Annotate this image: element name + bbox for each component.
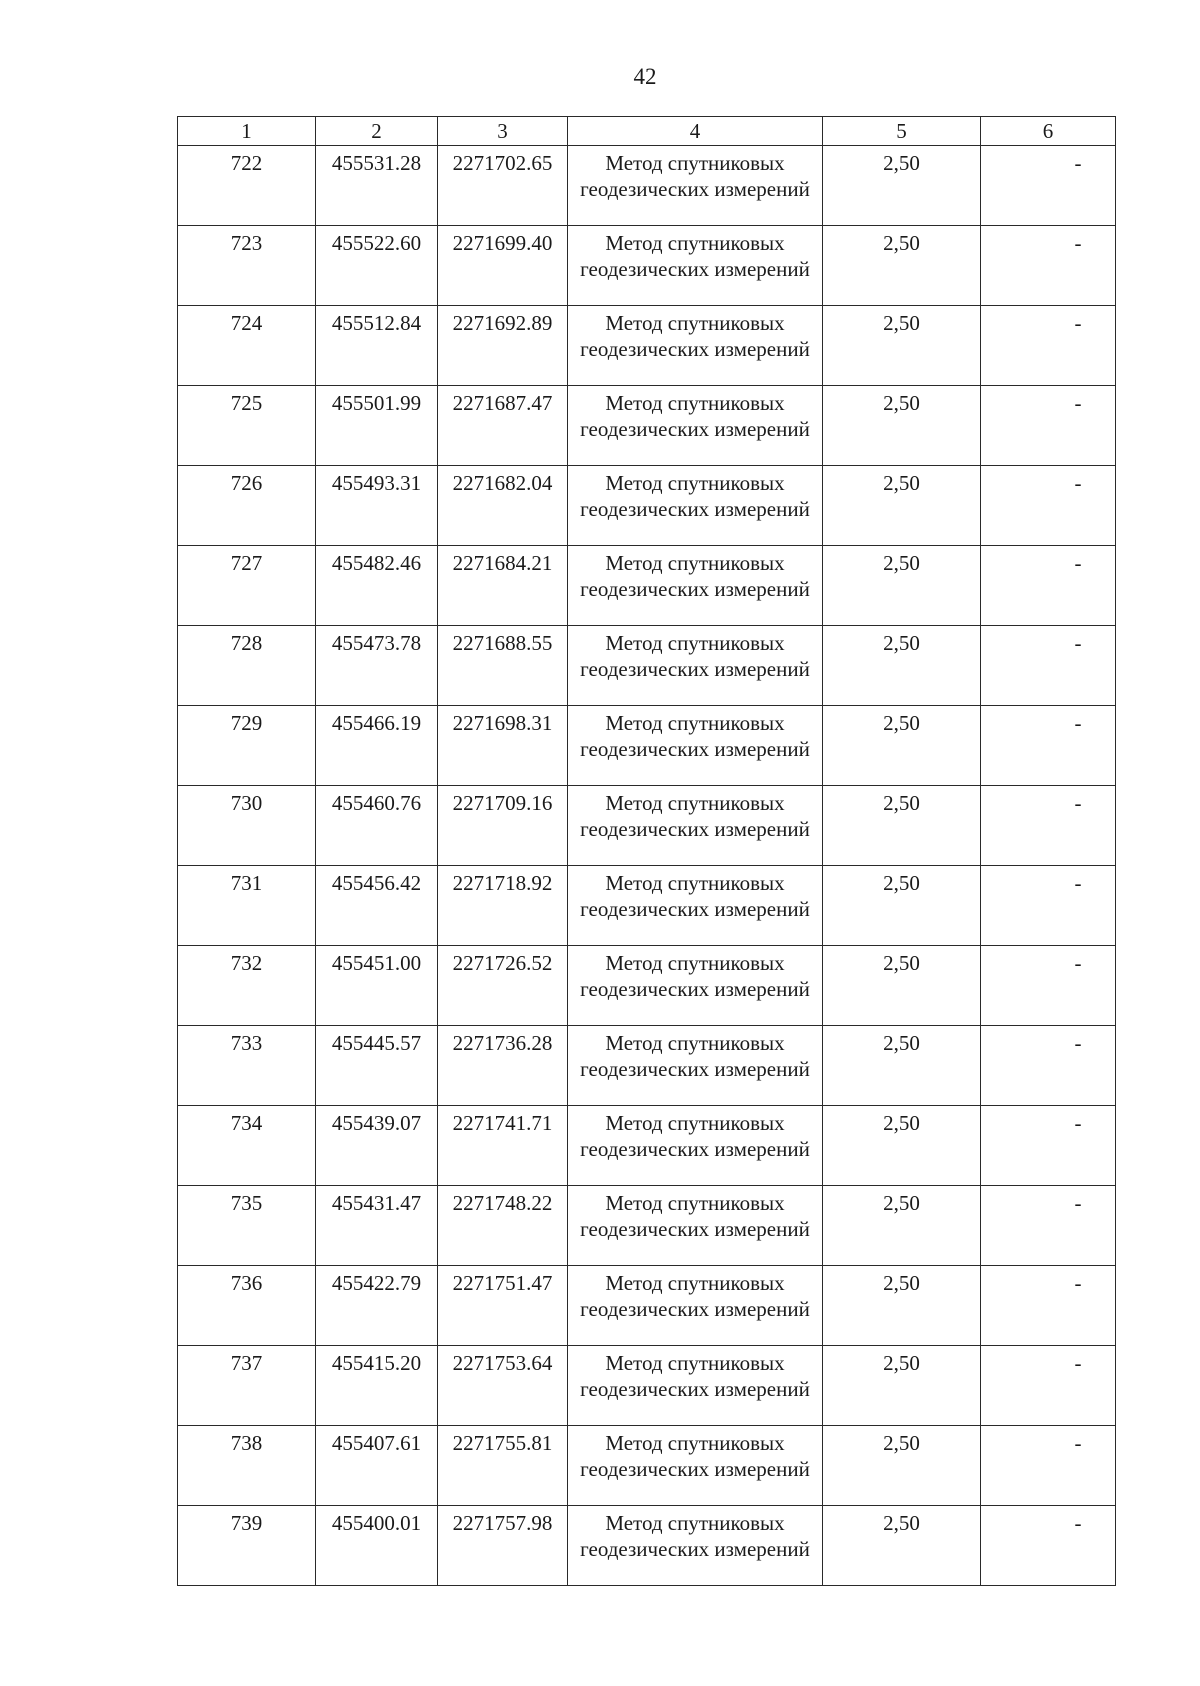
x-coordinate-cell bbox=[316, 226, 438, 306]
method-cell bbox=[568, 466, 823, 546]
note-cell-text: - bbox=[1074, 791, 1082, 815]
method-cell bbox=[568, 1186, 823, 1266]
accuracy-cell bbox=[823, 866, 981, 946]
point-number-cell bbox=[178, 1106, 316, 1186]
note-cell-text: - bbox=[1074, 231, 1082, 255]
x-coordinate-cell-text: 455407.61 bbox=[331, 1431, 422, 1455]
accuracy-cell bbox=[823, 1266, 981, 1346]
accuracy-cell bbox=[823, 946, 981, 1026]
table-row bbox=[178, 706, 1116, 786]
method-cell-text: Метод спутниковых геодезических измерений bbox=[580, 1111, 810, 1161]
note-cell-text: - bbox=[1074, 1111, 1082, 1135]
point-number-cell-text: 724 bbox=[230, 311, 263, 335]
point-number-cell-text: 737 bbox=[230, 1351, 263, 1375]
y-coordinate-cell bbox=[438, 306, 568, 386]
note-cell bbox=[981, 466, 1116, 546]
column-header: 1 bbox=[178, 117, 316, 146]
table-row bbox=[178, 946, 1116, 1026]
method-cell bbox=[568, 146, 823, 226]
accuracy-cell bbox=[823, 386, 981, 466]
method-cell bbox=[568, 306, 823, 386]
accuracy-cell-text: 2,50 bbox=[883, 471, 920, 495]
y-coordinate-cell-text: 2271682.04 bbox=[452, 471, 553, 495]
y-coordinate-cell-text: 2271684.21 bbox=[452, 551, 553, 575]
accuracy-cell bbox=[823, 226, 981, 306]
x-coordinate-cell bbox=[316, 1426, 438, 1506]
point-number-cell-text: 734 bbox=[230, 1111, 263, 1135]
table-row bbox=[178, 786, 1116, 866]
note-cell bbox=[981, 1426, 1116, 1506]
method-cell-text: Метод спутниковых геодезических измерений bbox=[580, 1351, 810, 1401]
table-row bbox=[178, 1106, 1116, 1186]
accuracy-cell-text: 2,50 bbox=[883, 871, 920, 895]
accuracy-cell-text: 2,50 bbox=[883, 711, 920, 735]
point-number-cell-text: 730 bbox=[230, 791, 263, 815]
table-row bbox=[178, 866, 1116, 946]
accuracy-cell bbox=[823, 1346, 981, 1426]
y-coordinate-cell-text: 2271757.98 bbox=[452, 1511, 553, 1535]
x-coordinate-cell bbox=[316, 146, 438, 226]
note-cell-text: - bbox=[1074, 1031, 1082, 1055]
note-cell-text: - bbox=[1074, 1431, 1082, 1455]
accuracy-cell-text: 2,50 bbox=[883, 1271, 920, 1295]
table-row bbox=[178, 626, 1116, 706]
point-number-cell bbox=[178, 466, 316, 546]
method-cell bbox=[568, 226, 823, 306]
point-number-cell bbox=[178, 1026, 316, 1106]
method-cell bbox=[568, 946, 823, 1026]
point-number-cell-text: 735 bbox=[230, 1191, 263, 1215]
accuracy-cell bbox=[823, 1106, 981, 1186]
table-row bbox=[178, 1426, 1116, 1506]
table-row bbox=[178, 146, 1116, 226]
point-number-cell-text: 727 bbox=[230, 551, 263, 575]
x-coordinate-cell-text: 455400.01 bbox=[331, 1511, 422, 1535]
point-number-cell bbox=[178, 1346, 316, 1426]
accuracy-cell-text: 2,50 bbox=[883, 1431, 920, 1455]
y-coordinate-cell-text: 2271741.71 bbox=[452, 1111, 553, 1135]
method-cell bbox=[568, 1346, 823, 1426]
method-cell bbox=[568, 546, 823, 626]
point-number-cell-text: 722 bbox=[230, 151, 263, 175]
accuracy-cell bbox=[823, 146, 981, 226]
x-coordinate-cell-text: 455522.60 bbox=[331, 231, 422, 255]
y-coordinate-cell-text: 2271698.31 bbox=[452, 711, 553, 735]
x-coordinate-cell bbox=[316, 786, 438, 866]
y-coordinate-cell bbox=[438, 466, 568, 546]
y-coordinate-cell bbox=[438, 386, 568, 466]
coordinates-table-container bbox=[177, 116, 1115, 1586]
table-row bbox=[178, 1026, 1116, 1106]
method-cell bbox=[568, 866, 823, 946]
accuracy-cell bbox=[823, 1426, 981, 1506]
y-coordinate-cell-text: 2271748.22 bbox=[452, 1191, 553, 1215]
method-cell-text: Метод спутниковых геодезических измерений bbox=[580, 791, 810, 841]
note-cell bbox=[981, 306, 1116, 386]
accuracy-cell-text: 2,50 bbox=[883, 1031, 920, 1055]
x-coordinate-cell bbox=[316, 1346, 438, 1426]
table-header-row bbox=[178, 117, 1116, 146]
method-cell bbox=[568, 386, 823, 466]
point-number-cell-text: 729 bbox=[230, 711, 263, 735]
accuracy-cell-text: 2,50 bbox=[883, 391, 920, 415]
x-coordinate-cell bbox=[316, 306, 438, 386]
y-coordinate-cell-text: 2271726.52 bbox=[452, 951, 553, 975]
column-header: 6 bbox=[981, 117, 1116, 146]
accuracy-cell-text: 2,50 bbox=[883, 1111, 920, 1135]
x-coordinate-cell bbox=[316, 626, 438, 706]
y-coordinate-cell-text: 2271688.55 bbox=[452, 631, 553, 655]
x-coordinate-cell bbox=[316, 706, 438, 786]
y-coordinate-cell-text: 2271709.16 bbox=[452, 791, 553, 815]
note-cell bbox=[981, 1026, 1116, 1106]
table-row bbox=[178, 466, 1116, 546]
y-coordinate-cell bbox=[438, 1106, 568, 1186]
accuracy-cell-text: 2,50 bbox=[883, 951, 920, 975]
note-cell-text: - bbox=[1074, 631, 1082, 655]
note-cell bbox=[981, 706, 1116, 786]
point-number-cell-text: 739 bbox=[230, 1511, 263, 1535]
table-row bbox=[178, 1186, 1116, 1266]
note-cell bbox=[981, 786, 1116, 866]
accuracy-cell bbox=[823, 706, 981, 786]
accuracy-cell-text: 2,50 bbox=[883, 151, 920, 175]
method-cell bbox=[568, 1426, 823, 1506]
x-coordinate-cell-text: 455456.42 bbox=[331, 871, 422, 895]
x-coordinate-cell-text: 455445.57 bbox=[331, 1031, 422, 1055]
method-cell-text: Метод спутниковых геодезических измерений bbox=[580, 951, 810, 1001]
y-coordinate-cell bbox=[438, 1506, 568, 1586]
y-coordinate-cell-text: 2271702.65 bbox=[452, 151, 553, 175]
accuracy-cell-text: 2,50 bbox=[883, 1191, 920, 1215]
page-number: 42 bbox=[633, 64, 657, 89]
y-coordinate-cell bbox=[438, 706, 568, 786]
note-cell bbox=[981, 546, 1116, 626]
note-cell-text: - bbox=[1074, 471, 1082, 495]
x-coordinate-cell-text: 455431.47 bbox=[331, 1191, 422, 1215]
note-cell bbox=[981, 626, 1116, 706]
y-coordinate-cell bbox=[438, 1426, 568, 1506]
note-cell-text: - bbox=[1074, 711, 1082, 735]
table-row bbox=[178, 1346, 1116, 1426]
method-cell-text: Метод спутниковых геодезических измерений bbox=[580, 1431, 810, 1481]
accuracy-cell bbox=[823, 546, 981, 626]
note-cell bbox=[981, 1186, 1116, 1266]
x-coordinate-cell bbox=[316, 1026, 438, 1106]
x-coordinate-cell-text: 455501.99 bbox=[331, 391, 422, 415]
point-number-cell bbox=[178, 546, 316, 626]
x-coordinate-cell bbox=[316, 1106, 438, 1186]
method-cell-text: Метод спутниковых геодезических измерений bbox=[580, 231, 810, 281]
x-coordinate-cell-text: 455415.20 bbox=[331, 1351, 422, 1375]
y-coordinate-cell bbox=[438, 146, 568, 226]
method-cell-text: Метод спутниковых геодезических измерений bbox=[580, 1271, 810, 1321]
accuracy-cell bbox=[823, 1186, 981, 1266]
coordinates-table bbox=[177, 116, 1116, 1586]
y-coordinate-cell-text: 2271736.28 bbox=[452, 1031, 553, 1055]
x-coordinate-cell-text: 455531.28 bbox=[331, 151, 422, 175]
method-cell-text: Метод спутниковых геодезических измерений bbox=[580, 151, 810, 201]
note-cell bbox=[981, 946, 1116, 1026]
table-row bbox=[178, 1266, 1116, 1346]
method-cell bbox=[568, 1106, 823, 1186]
y-coordinate-cell-text: 2271692.89 bbox=[452, 311, 553, 335]
note-cell-text: - bbox=[1074, 1191, 1082, 1215]
x-coordinate-cell-text: 455466.19 bbox=[331, 711, 422, 735]
x-coordinate-cell bbox=[316, 1506, 438, 1586]
point-number-cell-text: 736 bbox=[230, 1271, 263, 1295]
note-cell bbox=[981, 386, 1116, 466]
method-cell-text: Метод спутниковых геодезических измерений bbox=[580, 1031, 810, 1081]
note-cell-text: - bbox=[1074, 1351, 1082, 1375]
accuracy-cell bbox=[823, 466, 981, 546]
accuracy-cell bbox=[823, 306, 981, 386]
table-row bbox=[178, 1506, 1116, 1586]
note-cell-text: - bbox=[1074, 871, 1082, 895]
point-number-cell bbox=[178, 1506, 316, 1586]
method-cell bbox=[568, 1026, 823, 1106]
point-number-cell bbox=[178, 946, 316, 1026]
y-coordinate-cell-text: 2271751.47 bbox=[452, 1271, 553, 1295]
table-row bbox=[178, 306, 1116, 386]
point-number-cell-text: 733 bbox=[230, 1031, 263, 1055]
method-cell-text: Метод спутниковых геодезических измерений bbox=[580, 871, 810, 921]
y-coordinate-cell bbox=[438, 626, 568, 706]
accuracy-cell bbox=[823, 1026, 981, 1106]
x-coordinate-cell bbox=[316, 946, 438, 1026]
x-coordinate-cell-text: 455451.00 bbox=[331, 951, 422, 975]
column-header: 5 bbox=[823, 117, 981, 146]
accuracy-cell-text: 2,50 bbox=[883, 1351, 920, 1375]
y-coordinate-cell-text: 2271755.81 bbox=[452, 1431, 553, 1455]
y-coordinate-cell bbox=[438, 866, 568, 946]
point-number-cell bbox=[178, 866, 316, 946]
note-cell-text: - bbox=[1074, 1511, 1082, 1535]
note-cell bbox=[981, 1506, 1116, 1586]
note-cell-text: - bbox=[1074, 151, 1082, 175]
y-coordinate-cell bbox=[438, 546, 568, 626]
note-cell bbox=[981, 1266, 1116, 1346]
point-number-cell-text: 725 bbox=[230, 391, 263, 415]
method-cell bbox=[568, 786, 823, 866]
note-cell bbox=[981, 226, 1116, 306]
y-coordinate-cell-text: 2271753.64 bbox=[452, 1351, 553, 1375]
method-cell-text: Метод спутниковых геодезических измерений bbox=[580, 551, 810, 601]
point-number-cell-text: 726 bbox=[230, 471, 263, 495]
method-cell bbox=[568, 706, 823, 786]
x-coordinate-cell-text: 455493.31 bbox=[331, 471, 422, 495]
method-cell-text: Метод спутниковых геодезических измерений bbox=[580, 1191, 810, 1241]
note-cell-text: - bbox=[1074, 551, 1082, 575]
x-coordinate-cell bbox=[316, 386, 438, 466]
method-cell bbox=[568, 1266, 823, 1346]
y-coordinate-cell-text: 2271718.92 bbox=[452, 871, 553, 895]
accuracy-cell bbox=[823, 626, 981, 706]
point-number-cell bbox=[178, 786, 316, 866]
point-number-cell bbox=[178, 226, 316, 306]
x-coordinate-cell bbox=[316, 866, 438, 946]
x-coordinate-cell bbox=[316, 1186, 438, 1266]
point-number-cell-text: 723 bbox=[230, 231, 263, 255]
accuracy-cell-text: 2,50 bbox=[883, 311, 920, 335]
method-cell-text: Метод спутниковых геодезических измерений bbox=[580, 711, 810, 761]
note-cell bbox=[981, 146, 1116, 226]
point-number-cell-text: 728 bbox=[230, 631, 263, 655]
note-cell-text: - bbox=[1074, 391, 1082, 415]
x-coordinate-cell-text: 455439.07 bbox=[331, 1111, 422, 1135]
y-coordinate-cell bbox=[438, 1186, 568, 1266]
table-body bbox=[178, 146, 1116, 1586]
column-header: 3 bbox=[438, 117, 568, 146]
point-number-cell bbox=[178, 1266, 316, 1346]
y-coordinate-cell bbox=[438, 946, 568, 1026]
point-number-cell bbox=[178, 626, 316, 706]
note-cell bbox=[981, 866, 1116, 946]
x-coordinate-cell-text: 455512.84 bbox=[331, 311, 422, 335]
point-number-cell-text: 738 bbox=[230, 1431, 263, 1455]
y-coordinate-cell bbox=[438, 1346, 568, 1426]
point-number-cell bbox=[178, 1186, 316, 1266]
point-number-cell bbox=[178, 306, 316, 386]
note-cell-text: - bbox=[1074, 1271, 1082, 1295]
point-number-cell bbox=[178, 1426, 316, 1506]
point-number-cell bbox=[178, 386, 316, 466]
accuracy-cell bbox=[823, 1506, 981, 1586]
method-cell bbox=[568, 626, 823, 706]
note-cell bbox=[981, 1346, 1116, 1426]
y-coordinate-cell-text: 2271687.47 bbox=[452, 391, 553, 415]
method-cell-text: Метод спутниковых геодезических измерений bbox=[580, 311, 810, 361]
accuracy-cell-text: 2,50 bbox=[883, 551, 920, 575]
note-cell bbox=[981, 1106, 1116, 1186]
method-cell-text: Метод спутниковых геодезических измерений bbox=[580, 1511, 810, 1561]
point-number-cell-text: 732 bbox=[230, 951, 263, 975]
accuracy-cell bbox=[823, 786, 981, 866]
table-row bbox=[178, 546, 1116, 626]
x-coordinate-cell-text: 455460.76 bbox=[331, 791, 422, 815]
x-coordinate-cell-text: 455482.46 bbox=[331, 551, 422, 575]
method-cell-text: Метод спутниковых геодезических измерений bbox=[580, 631, 810, 681]
accuracy-cell-text: 2,50 bbox=[883, 231, 920, 255]
point-number-cell bbox=[178, 706, 316, 786]
x-coordinate-cell bbox=[316, 466, 438, 546]
method-cell-text: Метод спутниковых геодезических измерений bbox=[580, 391, 810, 441]
accuracy-cell-text: 2,50 bbox=[883, 631, 920, 655]
point-number-cell bbox=[178, 146, 316, 226]
note-cell-text: - bbox=[1074, 311, 1082, 335]
y-coordinate-cell bbox=[438, 226, 568, 306]
x-coordinate-cell-text: 455473.78 bbox=[331, 631, 422, 655]
table-row bbox=[178, 226, 1116, 306]
y-coordinate-cell bbox=[438, 1026, 568, 1106]
point-number-cell-text: 731 bbox=[230, 871, 263, 895]
method-cell bbox=[568, 1506, 823, 1586]
column-header: 4 bbox=[568, 117, 823, 146]
x-coordinate-cell bbox=[316, 546, 438, 626]
y-coordinate-cell-text: 2271699.40 bbox=[452, 231, 553, 255]
table-row bbox=[178, 386, 1116, 466]
y-coordinate-cell bbox=[438, 786, 568, 866]
accuracy-cell-text: 2,50 bbox=[883, 791, 920, 815]
column-header: 2 bbox=[316, 117, 438, 146]
note-cell-text: - bbox=[1074, 951, 1082, 975]
y-coordinate-cell bbox=[438, 1266, 568, 1346]
accuracy-cell-text: 2,50 bbox=[883, 1511, 920, 1535]
x-coordinate-cell bbox=[316, 1266, 438, 1346]
x-coordinate-cell-text: 455422.79 bbox=[331, 1271, 422, 1295]
method-cell-text: Метод спутниковых геодезических измерений bbox=[580, 471, 810, 521]
